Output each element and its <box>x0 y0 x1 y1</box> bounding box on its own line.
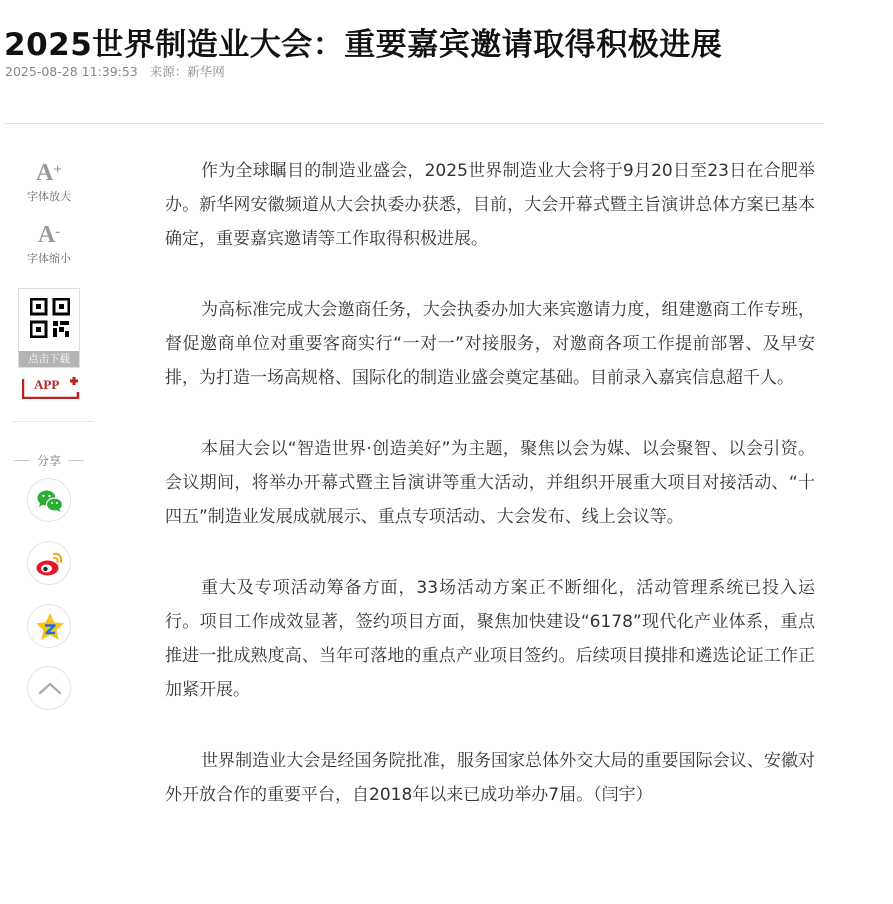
weibo-icon <box>28 542 72 586</box>
wechat-icon <box>28 479 72 523</box>
share-qzone-button[interactable] <box>27 604 71 648</box>
app-badge[interactable] <box>22 375 80 399</box>
share-wechat-button[interactable] <box>27 478 71 522</box>
article-body <box>165 154 815 849</box>
publish-datetime: 2025-08-28 11:39:53 <box>5 64 138 79</box>
share-weibo-button[interactable] <box>27 541 71 585</box>
back-to-top-button[interactable] <box>27 666 71 710</box>
article-paragraph: 为高标准完成大会邀商任务，大会执委办加大来宾邀请力度，组建邀商工作专班，督促邀商单位对重要客商实行“一对一”对接服务，对邀商各项工作提前部署、及早安排，为打造一场高规格、国际化的制造业盛会奠定基础。目前录入嘉宾信息超千人。 <box>165 300 815 388</box>
share-title: 分享 <box>12 452 86 469</box>
chevron-up-icon <box>28 667 72 711</box>
qr-code-icon <box>30 298 70 338</box>
article-paragraph: 世界制造业大会是经国务院批准，服务国家总体外交大局的重要国际会议、安徽对外开放合作的重要平台，自2018年以来已成功举办7届。（闫宇） <box>165 751 815 805</box>
title-divider <box>4 123 824 124</box>
article-paragraph: 作为全球瞩目的制造业盛会，2025世界制造业大会将于9月20日至23日在合肥举办。新华网安徽频道从大会执委办获悉，目前，大会开幕式暨主旨演讲总体方案已基本确定，重要嘉宾邀请等工作取得积极进展。 <box>165 161 815 249</box>
app-download-qr[interactable] <box>18 288 80 368</box>
article-title: 2025世界制造业大会：重要嘉宾邀请取得积极进展 <box>4 26 723 63</box>
font-decrease-label: 字体缩小 <box>27 252 71 265</box>
article-source: 来源：新华网 <box>149 64 225 79</box>
font-decrease-button[interactable] <box>18 222 80 266</box>
font-decrease-icon: A- <box>37 222 61 248</box>
qr-download-label: 点击下载 <box>19 351 79 367</box>
article-paragraph: 重大及专项活动筹备方面，33场活动方案正不断细化，活动管理系统已投入运行。项目工作成效显著，签约项目方面，聚焦加快建设“6178”现代化产业体系，重点推进一批成熟度高、当年可落地的重点产业项目签约。后续项目摸排和遴选论证工作正加紧开展。 <box>165 578 815 700</box>
article-meta <box>5 62 233 80</box>
tools-divider <box>12 421 94 422</box>
font-increase-label: 字体放大 <box>27 190 71 203</box>
font-increase-button[interactable] <box>18 160 80 204</box>
font-increase-icon: A+ <box>36 160 62 186</box>
article-paragraph: 本届大会以“智造世界·创造美好”为主题，聚焦以会为媒、以会聚智、以会引资。会议期间，将举办开幕式暨主旨演讲等重大活动，并组织开展重大项目对接活动、“十四五”制造业发展成就展示、重点专项活动、大会发布、线上会议等。 <box>165 439 815 527</box>
app-label: APP <box>34 377 60 392</box>
qzone-icon <box>28 605 72 649</box>
